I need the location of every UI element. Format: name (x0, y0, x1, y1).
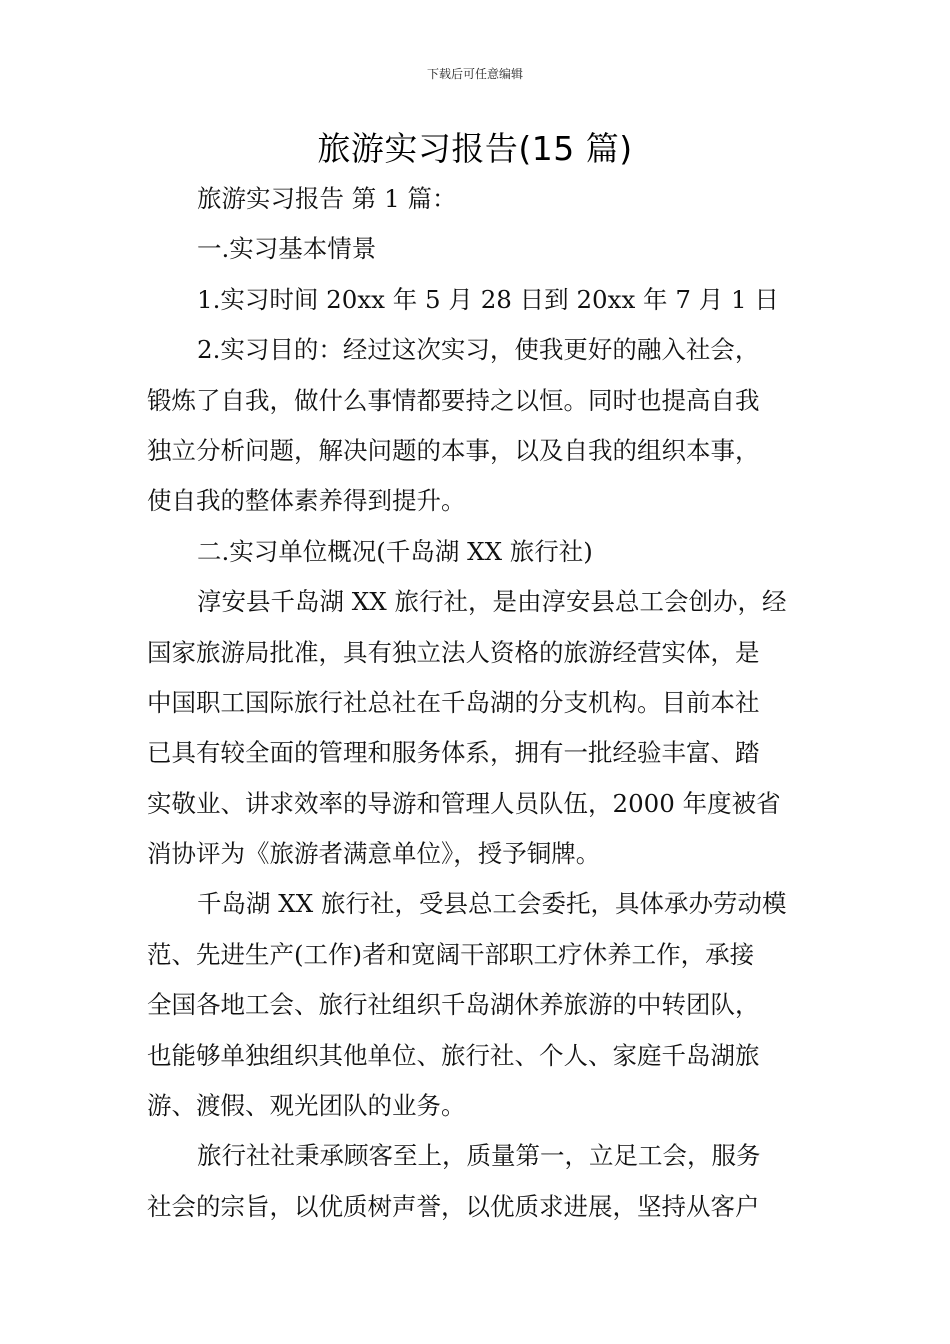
text-line: 淳安县千岛湖 XX 旅行社，是由淳安县总工会创办，经 (197, 587, 787, 617)
text-line: 已具有较全面的管理和服务体系，拥有一批经验丰富、踏 (147, 738, 760, 768)
text-line: 二.实习单位概况(千岛湖 XX 旅行社) (197, 536, 593, 566)
text-line: 1.实习时间 20xx 年 5 月 28 日到 20xx 年 7 月 1 日 (197, 284, 779, 314)
text-line: 锻炼了自我，做什么事情都要持之以恒。同时也提高自我 (147, 385, 760, 415)
text-line: 千岛湖 XX 旅行社，受县总工会委托，具体承办劳动模 (197, 889, 787, 919)
document-title: 旅游实习报告(15 篇) (317, 129, 633, 168)
text-line: 范、先进生产(工作)者和宽阔干部职工疗休养工作，承接 (147, 939, 755, 969)
header-note: 下载后可任意编辑 (426, 67, 523, 81)
text-line: 一.实习基本情景 (197, 234, 377, 264)
text-line: 旅游实习报告 第 1 篇： (197, 184, 457, 213)
text-line: 独立分析问题，解决问题的本事，以及自我的组织本事， (147, 435, 760, 465)
text-line: 2.实习目的：经过这次实习，使我更好的融入社会， (197, 335, 760, 365)
text-line: 中国职工国际旅行社总社在千岛湖的分支机构。目前本社 (147, 687, 760, 717)
text-line: 国家旅游局批准，具有独立法人资格的旅游经营实体，是 (147, 637, 760, 667)
text-line: 消协评为《旅游者满意单位》，授予铜牌。 (147, 839, 601, 869)
text-line: 实敬业、讲求效率的导游和管理人员队伍，2000 年度被省 (147, 788, 781, 818)
document-body (147, 174, 807, 1232)
text-line: 也能够单独组织其他单位、旅行社、个人、家庭千岛湖旅 (147, 1040, 760, 1070)
text-line: 旅行社社秉承顾客至上，质量第一，立足工会，服务 (197, 1141, 761, 1171)
text-line: 社会的宗旨，以优质树声誉，以优质求进展，坚持从客户 (147, 1191, 760, 1221)
text-line: 游、渡假、观光团队的业务。 (147, 1091, 466, 1121)
text-line: 全国各地工会、旅行社组织千岛湖休养旅游的中转团队， (147, 990, 760, 1020)
text-line: 使自我的整体素养得到提升。 (147, 486, 466, 516)
